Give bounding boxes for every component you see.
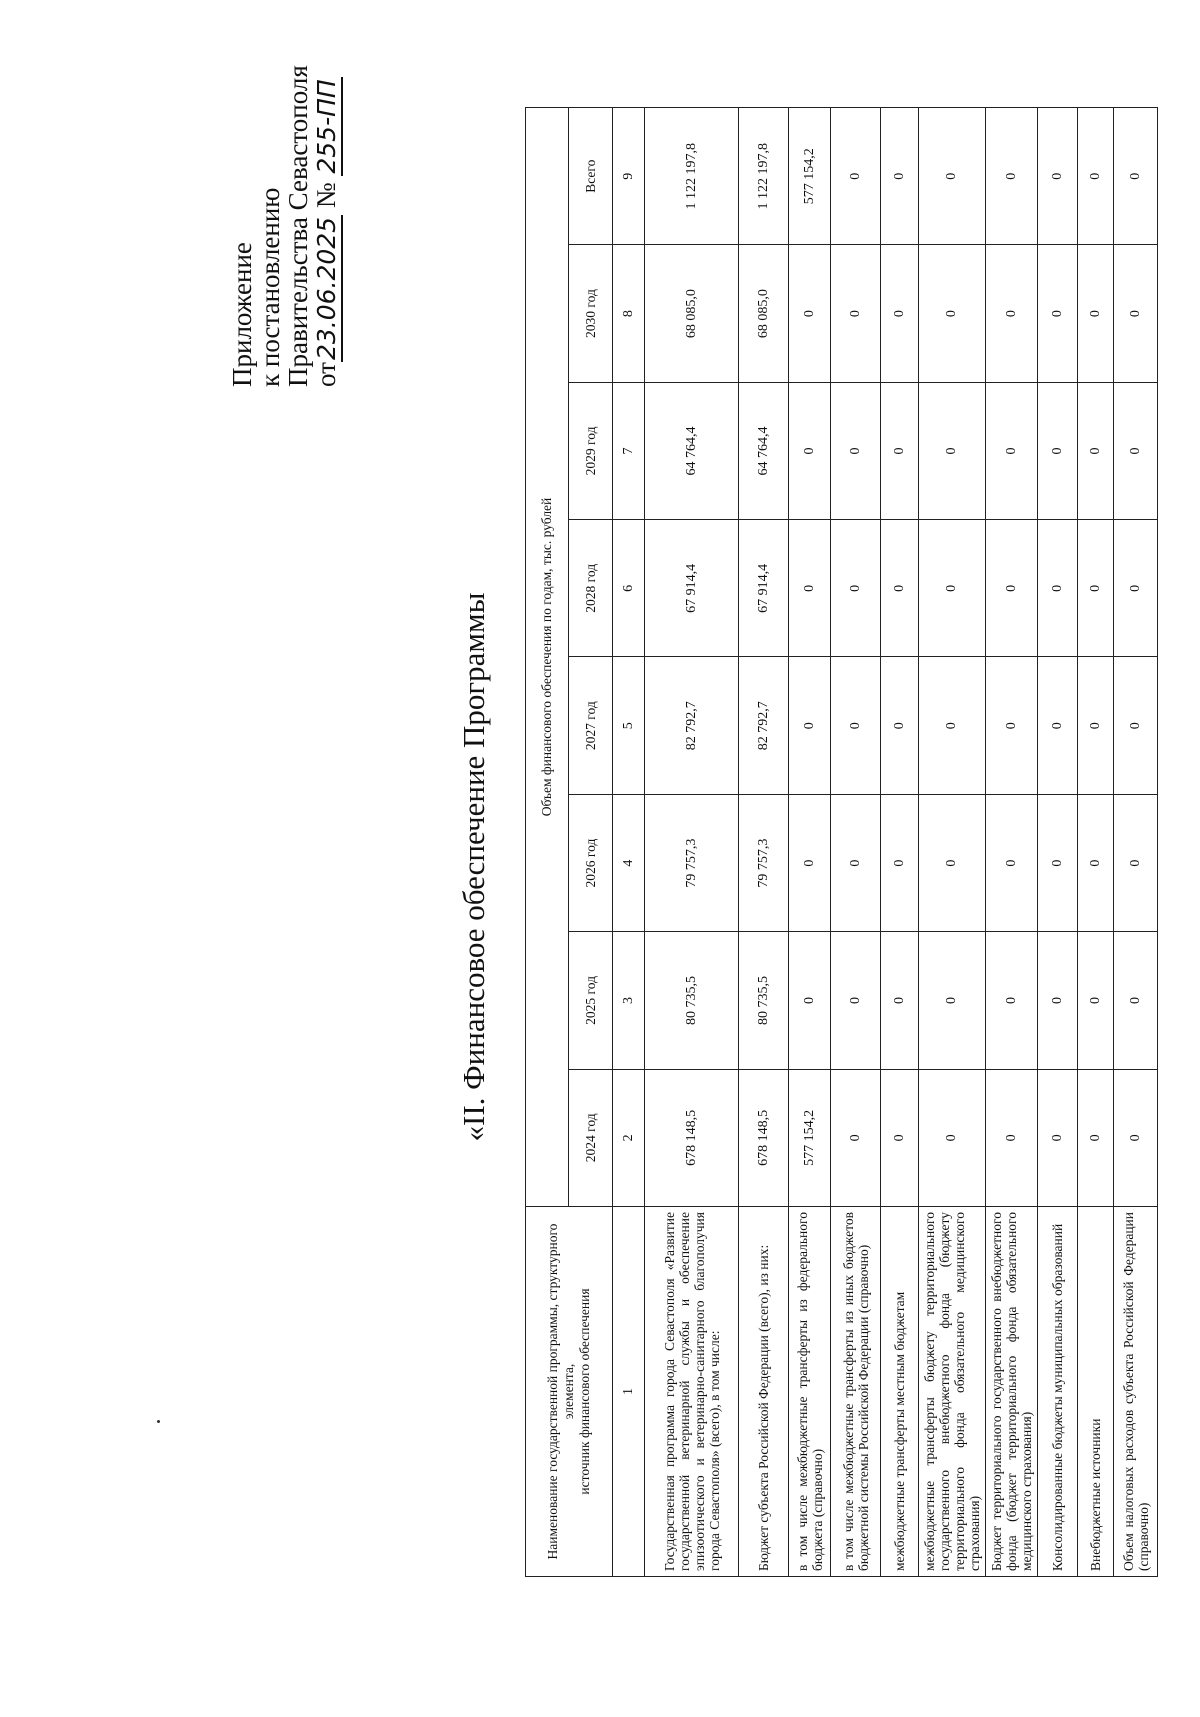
value-cell: 0 bbox=[881, 657, 919, 794]
value-cell: 0 bbox=[1038, 520, 1078, 657]
table-row bbox=[986, 108, 1038, 1577]
index-cell: 9 bbox=[613, 108, 645, 245]
value-cell: 0 bbox=[831, 794, 881, 931]
value-cell: 0 bbox=[881, 520, 919, 657]
value-cell: 79 757,3 bbox=[645, 794, 739, 931]
annex-date-line bbox=[312, 57, 341, 387]
value-cell: 0 bbox=[1038, 382, 1078, 519]
financing-table bbox=[525, 107, 1158, 1577]
value-cell: 0 bbox=[789, 520, 831, 657]
year-header: 2027 год bbox=[569, 657, 613, 794]
value-cell: 0 bbox=[1038, 108, 1078, 245]
index-cell: 3 bbox=[613, 932, 645, 1069]
year-header: 2030 год bbox=[569, 245, 613, 382]
value-cell: 0 bbox=[986, 932, 1038, 1069]
number-prefix: № bbox=[311, 182, 341, 209]
value-cell: 64 764,4 bbox=[739, 382, 789, 519]
value-cell: 0 bbox=[1078, 794, 1114, 931]
value-cell: 0 bbox=[1078, 1069, 1114, 1206]
value-cell: 577 154,2 bbox=[789, 1069, 831, 1206]
value-cell: 67 914,4 bbox=[739, 520, 789, 657]
value-cell: 0 bbox=[881, 794, 919, 931]
table-row bbox=[1078, 108, 1114, 1577]
value-cell: 80 735,5 bbox=[739, 932, 789, 1069]
value-cell: 0 bbox=[1114, 108, 1158, 245]
annex-header bbox=[228, 57, 341, 387]
value-cell: 0 bbox=[1078, 520, 1114, 657]
from-prefix: от bbox=[311, 362, 341, 387]
value-cell: 0 bbox=[919, 1069, 986, 1206]
table-row bbox=[1114, 108, 1158, 1577]
row-name: Государственная программа города Севастополя «Развитие государственной ветеринарной службы и обеспечение эпизоотического и ветеринарно-санитарного благополучия города Севастополя» (всего), в том числе: bbox=[645, 1207, 739, 1577]
value-cell: 0 bbox=[1078, 108, 1114, 245]
value-cell: 0 bbox=[831, 1069, 881, 1206]
table-row bbox=[645, 108, 739, 1577]
year-header: 2024 год bbox=[569, 1069, 613, 1206]
row-name: Бюджет субъекта Российской Федерации (всего), из них: bbox=[739, 1207, 789, 1577]
value-cell: 0 bbox=[881, 108, 919, 245]
value-cell: 0 bbox=[831, 245, 881, 382]
value-cell: 0 bbox=[789, 932, 831, 1069]
annex-line-2: к постановлению bbox=[255, 187, 285, 387]
value-cell: 0 bbox=[919, 932, 986, 1069]
index-cell: 6 bbox=[613, 520, 645, 657]
value-cell: 0 bbox=[919, 794, 986, 931]
value-cell: 79 757,3 bbox=[739, 794, 789, 931]
index-cell: 2 bbox=[613, 1069, 645, 1206]
index-cell: 7 bbox=[613, 382, 645, 519]
index-cell: 8 bbox=[613, 245, 645, 382]
value-cell: 0 bbox=[789, 245, 831, 382]
value-cell: 0 bbox=[1078, 657, 1114, 794]
table-row bbox=[881, 108, 919, 1577]
year-header: Всего bbox=[569, 108, 613, 245]
value-cell: 0 bbox=[881, 1069, 919, 1206]
header-source: источник финансового обеспечения bbox=[577, 1288, 592, 1495]
value-cell: 0 bbox=[919, 657, 986, 794]
value-cell: 0 bbox=[1114, 1069, 1158, 1206]
value-cell: 678 148,5 bbox=[739, 1069, 789, 1206]
value-cell: 0 bbox=[1078, 245, 1114, 382]
value-cell: 0 bbox=[986, 1069, 1038, 1206]
row-name: Внебюджетные источники bbox=[1078, 1207, 1114, 1577]
value-cell: 68 085,0 bbox=[739, 245, 789, 382]
value-cell: 0 bbox=[1038, 245, 1078, 382]
value-cell: 0 bbox=[1114, 932, 1158, 1069]
value-cell: 0 bbox=[986, 108, 1038, 245]
value-cell: 1 122 197,8 bbox=[739, 108, 789, 245]
value-cell: 0 bbox=[1078, 382, 1114, 519]
value-cell: 67 914,4 bbox=[645, 520, 739, 657]
value-cell: 0 bbox=[986, 657, 1038, 794]
value-cell: 64 764,4 bbox=[645, 382, 739, 519]
handwritten-date: 23.06.2025 bbox=[312, 216, 341, 361]
annex-line-1: Приложение bbox=[227, 242, 257, 387]
value-cell: 0 bbox=[1038, 794, 1078, 931]
value-cell: 678 148,5 bbox=[645, 1069, 739, 1206]
value-cell: 0 bbox=[1038, 932, 1078, 1069]
year-header: 2026 год bbox=[569, 794, 613, 931]
value-cell: 0 bbox=[789, 794, 831, 931]
row-name: межбюджетные трансферты бюджету территориального государственного внебюджетного фонда (бюджету территориального фонда обязательного медицинского страхования) bbox=[919, 1207, 986, 1577]
index-cell: 4 bbox=[613, 794, 645, 931]
value-cell: 0 bbox=[919, 108, 986, 245]
value-cell: 0 bbox=[1114, 794, 1158, 931]
value-cell: 0 bbox=[919, 520, 986, 657]
value-cell: 0 bbox=[881, 932, 919, 1069]
table-row bbox=[739, 108, 789, 1577]
value-cell: 0 bbox=[986, 245, 1038, 382]
row-name: Объем налоговых расходов субъекта Российской Федерации (справочно) bbox=[1114, 1207, 1158, 1577]
value-cell: 68 085,0 bbox=[645, 245, 739, 382]
value-cell: 0 bbox=[919, 382, 986, 519]
header-row-1 bbox=[526, 108, 569, 1577]
table-row bbox=[919, 108, 986, 1577]
table-body bbox=[613, 108, 1158, 1577]
value-cell: 0 bbox=[1114, 382, 1158, 519]
value-cell: 577 154,2 bbox=[789, 108, 831, 245]
value-cell: 0 bbox=[831, 932, 881, 1069]
value-cell: 0 bbox=[881, 382, 919, 519]
value-cell: 0 bbox=[1114, 520, 1158, 657]
value-cell: 0 bbox=[831, 108, 881, 245]
value-cell: 1 122 197,8 bbox=[645, 108, 739, 245]
value-cell: 0 bbox=[789, 657, 831, 794]
row-name: в том числе межбюджетные трансферты из федерального бюджета (справочно) bbox=[789, 1207, 831, 1577]
value-cell: 0 bbox=[1038, 1069, 1078, 1206]
header-name-cell bbox=[526, 1207, 613, 1577]
value-cell: 80 735,5 bbox=[645, 932, 739, 1069]
value-cell: 0 bbox=[919, 245, 986, 382]
table-row bbox=[789, 108, 831, 1577]
header-volume: Объем финансового обеспечения по годам, тыс. рублей bbox=[526, 108, 569, 1207]
value-cell: 0 bbox=[1114, 245, 1158, 382]
table-row bbox=[1038, 108, 1078, 1577]
index-cell: 5 bbox=[613, 657, 645, 794]
table-row bbox=[831, 108, 881, 1577]
year-header: 2025 год bbox=[569, 932, 613, 1069]
section-title: «II. Финансовое обеспечение Программы bbox=[456, 592, 491, 1142]
row-name: в том числе межбюджетные трансферты из иных бюджетов бюджетной системы Российской Федерации (справочно) bbox=[831, 1207, 881, 1577]
value-cell: 0 bbox=[881, 245, 919, 382]
year-header: 2029 год bbox=[569, 382, 613, 519]
value-cell: 0 bbox=[831, 520, 881, 657]
annex-line-3: Правительства Севастополя bbox=[283, 65, 313, 387]
year-header: 2028 год bbox=[569, 520, 613, 657]
value-cell: 0 bbox=[789, 382, 831, 519]
value-cell: 82 792,7 bbox=[739, 657, 789, 794]
value-cell: 0 bbox=[986, 794, 1038, 931]
index-cell: 1 bbox=[613, 1207, 645, 1577]
value-cell: 0 bbox=[986, 382, 1038, 519]
row-name: Бюджет территориального государственного внебюджетного фонда (бюджет территориального фонда обязательного медицинского страхования) bbox=[986, 1207, 1038, 1577]
value-cell: 0 bbox=[831, 657, 881, 794]
value-cell: 0 bbox=[986, 520, 1038, 657]
value-cell: 0 bbox=[1114, 657, 1158, 794]
handwritten-number: 255-ПП bbox=[312, 79, 341, 174]
row-name: межбюджетные трансферты местным бюджетам bbox=[881, 1207, 919, 1577]
value-cell: 0 bbox=[1078, 932, 1114, 1069]
value-cell: 0 bbox=[1038, 657, 1078, 794]
value-cell: 0 bbox=[831, 382, 881, 519]
index-row bbox=[613, 108, 645, 1577]
row-name: Консолидированные бюджеты муниципальных образований bbox=[1038, 1207, 1078, 1577]
value-cell: 82 792,7 bbox=[645, 657, 739, 794]
header-name: Наименование государственной программы, структурного элемента, bbox=[545, 1223, 576, 1560]
